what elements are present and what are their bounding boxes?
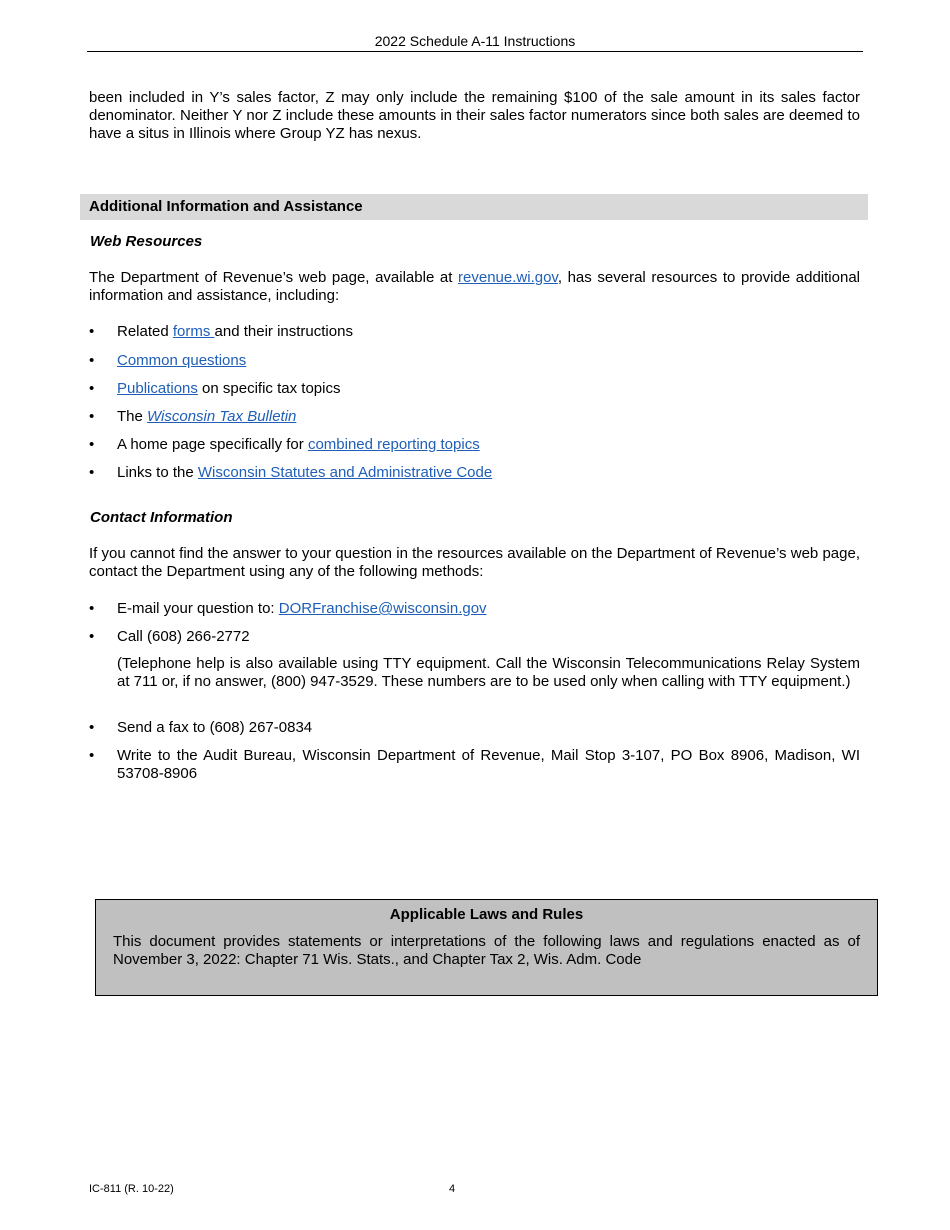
contact-information-heading: Contact Information — [90, 509, 233, 526]
statutes-code-link[interactable]: Wisconsin Statutes and Administrative Code — [197, 464, 493, 481]
email-link[interactable]: DORFranchise@wisconsin.gov — [278, 600, 487, 617]
revenue-site-link[interactable]: revenue.wi.gov — [458, 269, 558, 286]
section-title: Additional Information and Assistance — [80, 194, 868, 220]
common-questions-link[interactable]: Common questions — [117, 352, 247, 369]
combined-reporting-link[interactable]: combined reporting topics — [307, 436, 480, 453]
web-resources-paragraph — [89, 269, 860, 305]
bullet-icon: • — [89, 628, 95, 645]
bullet-text: A home page specifically for — [117, 436, 308, 453]
page-number: 4 — [449, 1183, 456, 1195]
web-para-after: , has several resources to provide additional information and assistance, including: — [89, 269, 860, 304]
write-text: Write to the Audit Bureau, Wisconsin Department of Revenue, Mail Stop 3-107, PO Box 8906, Madison, WI 53708-8906 — [117, 747, 860, 782]
web-para-before: The Department of Revenue’s web page, available at — [89, 269, 459, 286]
bullet-text: Links to the — [117, 464, 198, 481]
header-divider — [87, 51, 863, 52]
fax-text: Send a fax to (608) 267-0834 — [117, 719, 313, 736]
bullet-text: Related — [117, 323, 173, 340]
bullet-icon: • — [89, 600, 95, 617]
contact-paragraph: If you cannot find the answer to your question in the resources available on the Department of Revenue’s web page, contact the Department using any of the following methods: — [89, 545, 860, 580]
tty-note: (Telephone help is also available using TTY equipment. Call the Wisconsin Telecommunications Relay System at 711 or, if no answer, (800) 947-3529. These numbers are to be used only when calling with TTY equipment.) — [117, 655, 860, 690]
form-id: IC-811 (R. 10-22) — [89, 1183, 174, 1195]
tax-bulletin-link[interactable]: Wisconsin Tax Bulletin — [147, 408, 297, 425]
laws-title: Applicable Laws and Rules — [389, 906, 584, 923]
bullet-text: and their instructions — [214, 323, 353, 340]
bullet-text: E-mail your question to: — [117, 600, 279, 617]
bullet-icon: • — [89, 719, 95, 736]
bullet-text: on specific tax topics — [197, 380, 341, 397]
bullet-text: The — [117, 408, 148, 425]
bullet-icon: • — [89, 352, 95, 369]
bullet-icon: • — [89, 380, 95, 397]
bullet-icon: • — [89, 408, 95, 425]
bullet-icon: • — [89, 323, 95, 340]
bullet-icon: • — [89, 464, 95, 481]
intro-paragraph: been included in Y’s sales factor, Z may only include the remaining $100 of the sale amount in its sales factor denominator. Neither Y nor Z include these amounts in their sales factor numerators since both sales are deemed to have a situs in Illinois where Group YZ has nexus. — [89, 89, 860, 142]
web-resources-heading: Web Resources — [90, 233, 203, 250]
applicable-laws-box — [95, 899, 878, 996]
bullet-icon: • — [89, 747, 95, 764]
publications-link[interactable]: Publications — [117, 380, 198, 397]
page-header-title: 2022 Schedule A-11 Instructions — [374, 33, 576, 49]
laws-text: This document provides statements or interpretations of the following laws and regulations enacted as of November 3, 2022: Chapter 71 Wis. Stats., and Chapter Tax 2, Wis. Adm. Code — [113, 933, 860, 968]
bullet-icon: • — [89, 436, 95, 453]
call-text: Call (608) 266-2772 — [117, 628, 250, 645]
forms-link[interactable]: forms — [172, 323, 215, 340]
